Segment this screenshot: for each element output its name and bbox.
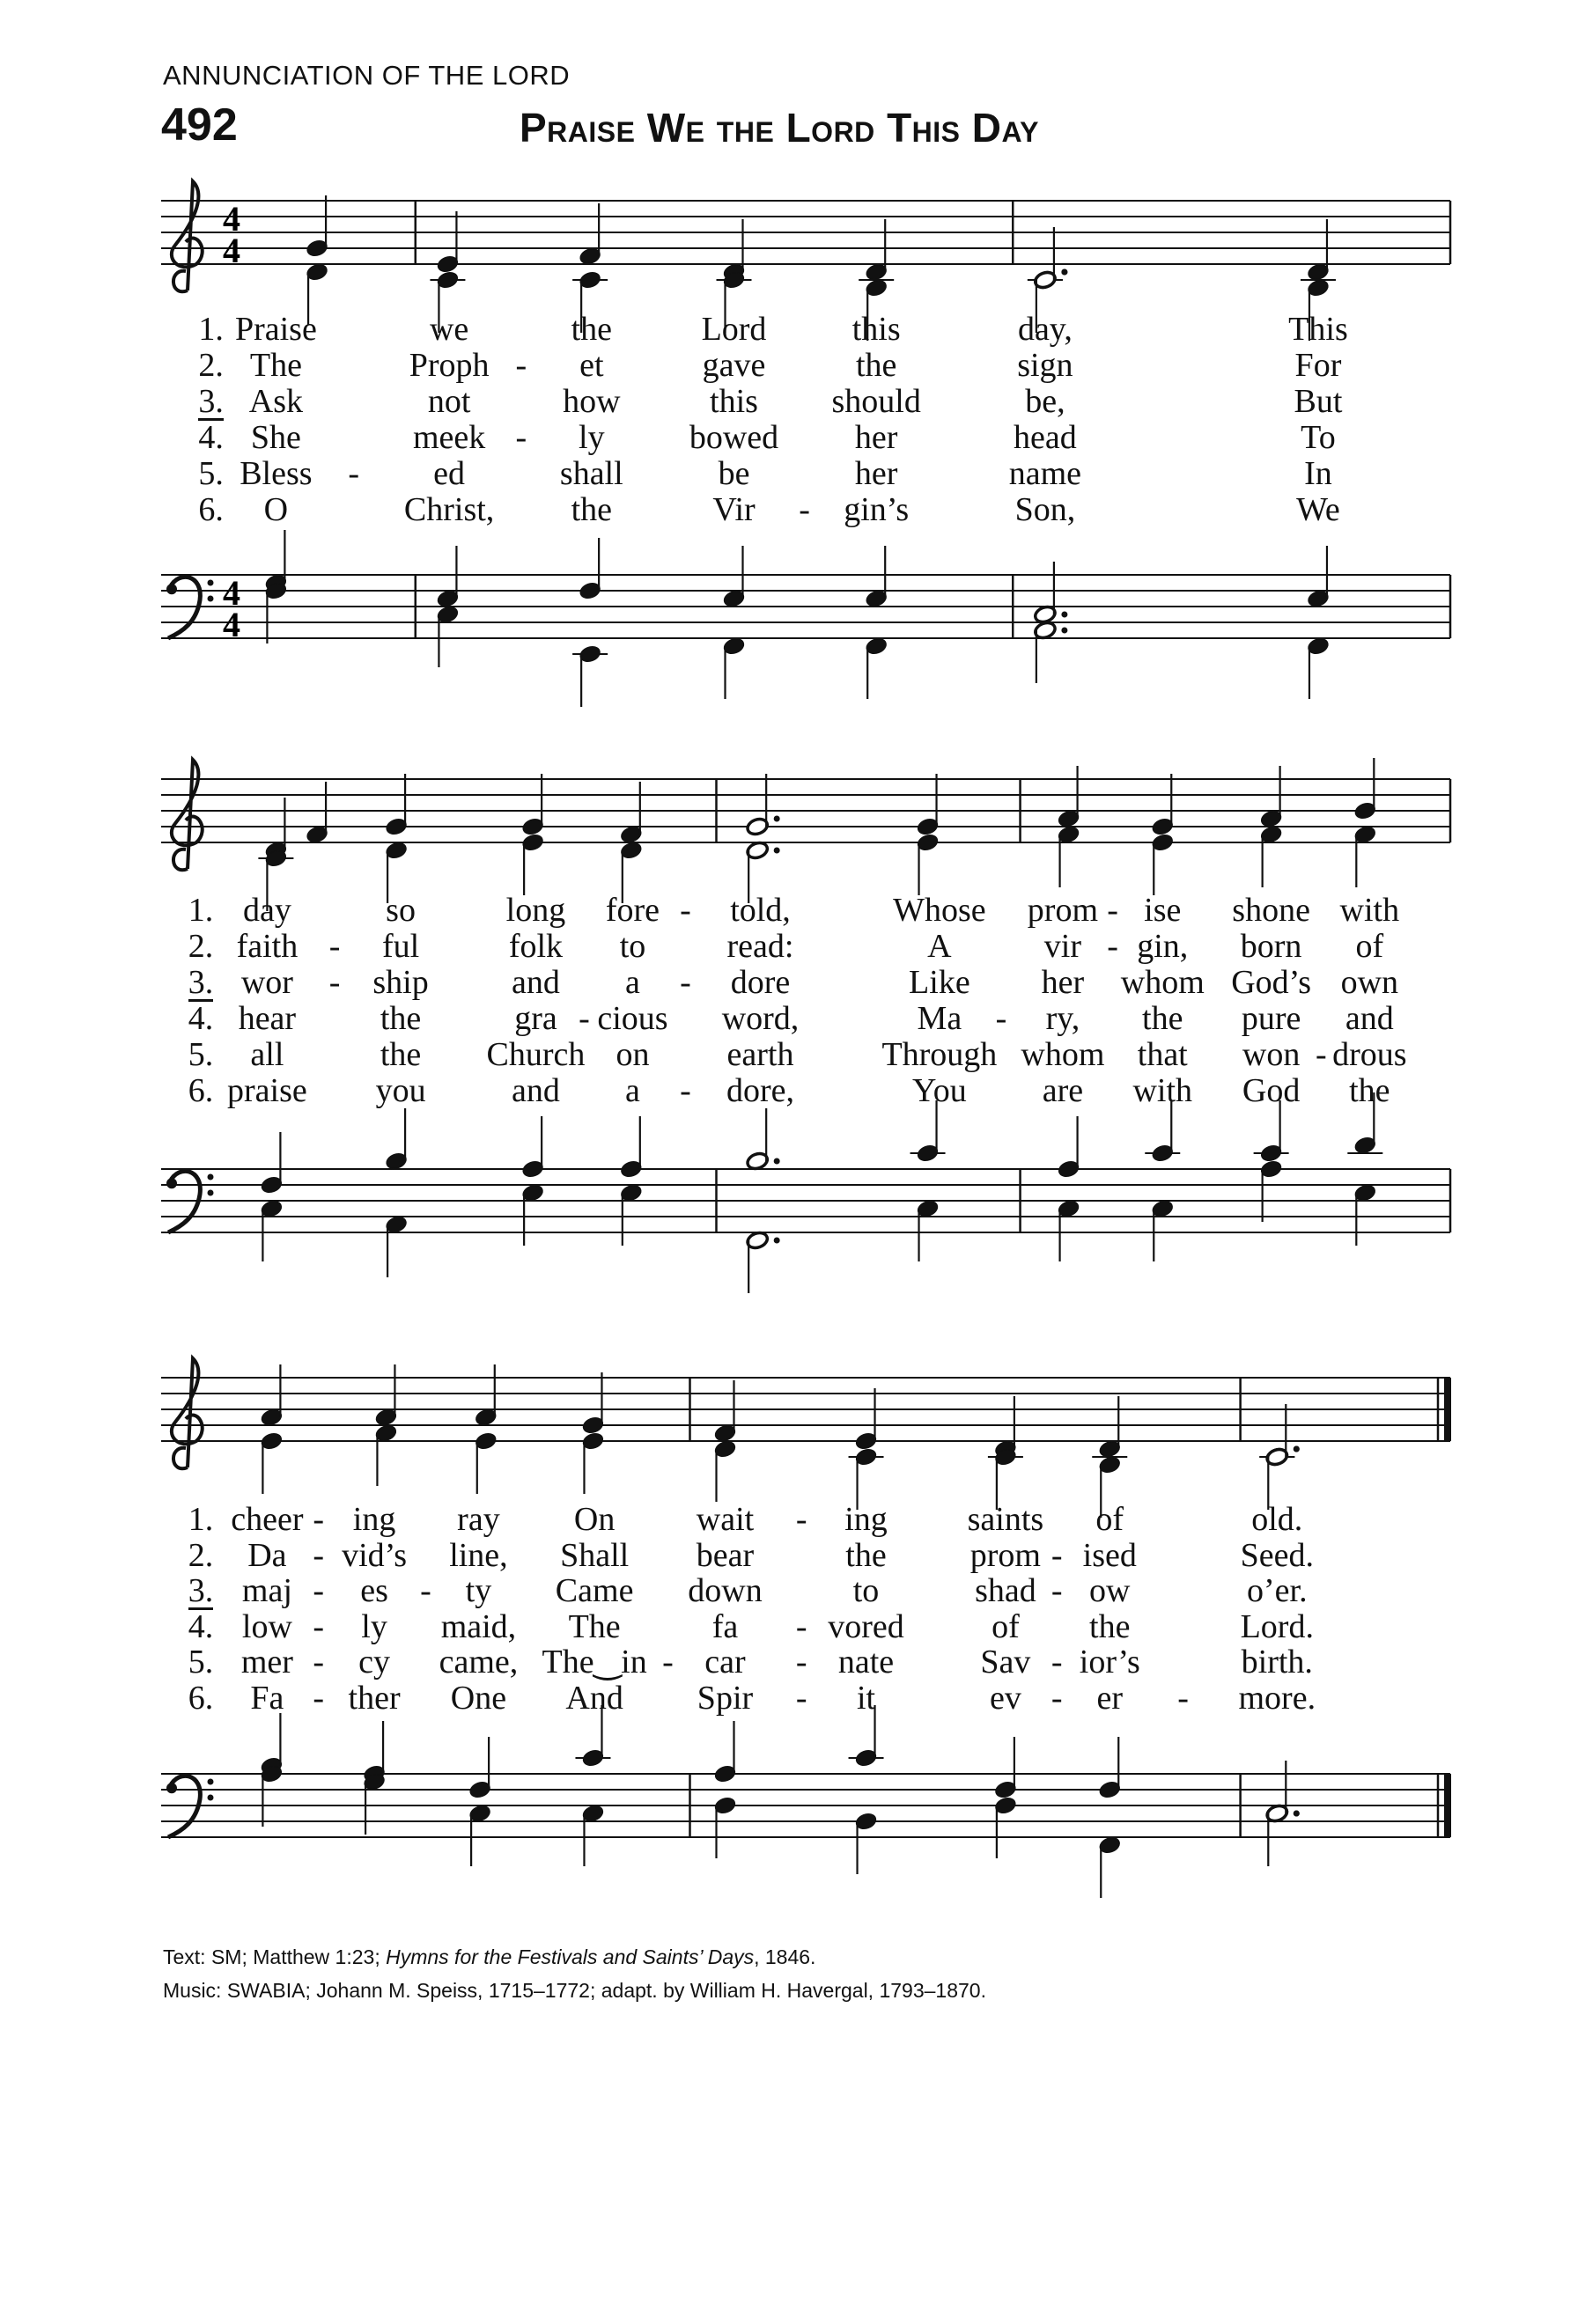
lyric-syllable: Sav [980, 1644, 1031, 1680]
lyric-syllable: are [1042, 1072, 1084, 1109]
lyric-syllable: ther [348, 1679, 401, 1717]
lyric-syllable: and [512, 964, 560, 1001]
time-signature-digit: 4 [223, 573, 240, 613]
syllable-hyphen: - [515, 347, 527, 384]
lyric-syllable: with [1339, 892, 1400, 929]
lyric-syllable: folk [508, 928, 564, 965]
lyric-syllable: Vir [712, 491, 756, 528]
lyric-syllable: On [573, 1501, 616, 1538]
syllable-hyphen: - [680, 892, 691, 929]
lyric-syllable: drous [1332, 1036, 1407, 1073]
verse-number: 1. [188, 1501, 214, 1538]
lyric-syllable: the [1349, 1072, 1390, 1109]
syllable-hyphen: - [348, 455, 360, 492]
lyric-syllable: In [1304, 455, 1332, 492]
verse-number: 3. [198, 383, 224, 420]
syllable-hyphen: - [1107, 928, 1118, 965]
lyric-syllable: how [563, 383, 621, 420]
lyric-syllable: shad [975, 1572, 1036, 1609]
text-credit-source: Hymns for the Festivals and Saints’ Days [386, 1945, 755, 1968]
lyric-syllable: with [1132, 1072, 1193, 1109]
lyric-syllable: wait [696, 1501, 755, 1538]
verse-number: 4. [198, 419, 224, 456]
lyric-syllable: old. [1251, 1501, 1303, 1538]
syllable-hyphen: - [799, 491, 810, 528]
verse-number: 5. [188, 1036, 214, 1073]
syllable-hyphen: - [795, 1607, 807, 1645]
syllable-hyphen: - [515, 419, 527, 456]
lyric-syllable: whom [1120, 964, 1205, 1001]
lyric-syllable: mer [240, 1644, 293, 1680]
lyric-syllable: gin, [1137, 928, 1189, 965]
lyric-syllable: Ask [248, 383, 304, 420]
lyric-syllable: Shall [560, 1536, 630, 1574]
lyric-syllable: a [625, 1072, 640, 1109]
time-signature-digit: 4 [223, 605, 240, 644]
lyric-syllable: of [1355, 928, 1384, 965]
verse-number: 5. [188, 1644, 214, 1680]
lyric-syllable: vored [828, 1607, 904, 1645]
lyric-syllable: her [854, 419, 898, 456]
lyric-syllable: She [250, 419, 301, 456]
lyric-syllable: the [855, 347, 897, 384]
lyric-syllable: ly [361, 1607, 387, 1645]
lyric-syllable: saints [967, 1501, 1044, 1538]
verse-number: 2. [188, 928, 214, 965]
lyric-syllable: cious [597, 1000, 668, 1037]
lyric-syllable: earth [726, 1036, 794, 1073]
augmentation-dot [774, 816, 780, 822]
lyric-syllable: gin’s [844, 491, 910, 528]
lyric-syllable: that [1137, 1036, 1188, 1073]
lyric-syllable: But [1294, 383, 1343, 420]
lyric-syllable: Lord. [1240, 1607, 1314, 1645]
lyric-syllable: gave [702, 347, 766, 384]
syllable-hyphen: - [420, 1572, 431, 1609]
bass-clef-icon [208, 1795, 214, 1801]
lyric-syllable: her [1041, 964, 1085, 1001]
lyric-syllable: You [912, 1072, 967, 1109]
lyric-syllable: O [263, 491, 289, 528]
lyric-syllable: the [571, 491, 613, 528]
lyric-syllable: shall [559, 455, 623, 492]
lyric-syllable: line, [449, 1536, 508, 1574]
syllable-hyphen: - [795, 1644, 807, 1680]
augmentation-dot [1061, 269, 1067, 276]
bass-clef-icon [208, 596, 214, 602]
syllable-hyphen: - [1051, 1572, 1063, 1609]
augmentation-dot [1061, 612, 1067, 618]
lyric-syllable: should [831, 383, 921, 420]
lyric-syllable: day [242, 892, 291, 929]
syllable-hyphen: - [328, 964, 341, 1001]
verse-number: 1. [198, 311, 224, 348]
lyric-syllable: vid’s [342, 1536, 408, 1574]
syllable-hyphen: - [662, 1644, 674, 1680]
lyric-syllable: sign [1017, 347, 1073, 384]
lyric-syllable: maj [241, 1572, 292, 1609]
syllable-hyphen: - [795, 1501, 807, 1538]
lyric-syllable: it [856, 1679, 876, 1717]
lyric-syllable: prom [969, 1536, 1041, 1574]
lyric-syllable: be [718, 455, 750, 492]
music-credit: Music: SWABIA; Johann M. Speiss, 1715–1772; adapt. by William H. Havergal, 1793–1870. [163, 1979, 986, 2002]
lyric-syllable: the [380, 1036, 422, 1073]
lyric-syllable: her [854, 455, 898, 492]
lyric-syllable: ry, [1045, 1000, 1080, 1037]
lyric-syllable: vir [1043, 928, 1082, 965]
augmentation-dot [774, 1158, 780, 1165]
lyric-syllable: fa [711, 1607, 739, 1645]
lyric-syllable: not [427, 383, 471, 420]
lyric-syllable: The‿in [542, 1644, 647, 1680]
lyric-syllable: the [380, 1000, 422, 1037]
lyric-syllable: Through [881, 1036, 998, 1073]
syllable-hyphen: - [313, 1536, 325, 1574]
bass-clef-icon [208, 1779, 214, 1785]
augmentation-dot [1061, 628, 1067, 634]
lyric-syllable: on [616, 1036, 650, 1073]
syllable-hyphen: - [1051, 1536, 1063, 1574]
lyric-syllable: ty [465, 1572, 492, 1609]
syllable-hyphen: - [1051, 1679, 1063, 1717]
lyric-syllable: read: [726, 928, 794, 965]
lyric-syllable: long [505, 892, 566, 929]
lyric-syllable: Christ, [403, 491, 495, 528]
lyric-syllable: nate [837, 1644, 895, 1680]
lyric-syllable: of [992, 1607, 1020, 1645]
bass-clef-icon [208, 1190, 214, 1196]
verse-number: 2. [188, 1536, 214, 1574]
lyric-syllable: ev [989, 1679, 1021, 1717]
syllable-hyphen: - [579, 1000, 590, 1037]
lyric-syllable: The [568, 1607, 621, 1645]
lyric-syllable: ful [381, 928, 420, 965]
verse-number: 3. [188, 964, 214, 1001]
lyric-syllable: Son, [1014, 491, 1076, 528]
lyric-syllable: born [1240, 928, 1302, 965]
lyric-syllable: God’s [1231, 964, 1312, 1001]
section-heading: ANNUNCIATION OF THE LORD [163, 60, 571, 91]
treble-clef-icon [172, 1358, 203, 1468]
syllable-hyphen: - [1315, 1036, 1327, 1073]
lyric-syllable: low [241, 1607, 292, 1645]
lyric-syllable: Came [555, 1572, 634, 1609]
verse-number: 6. [198, 491, 224, 528]
lyric-syllable: Seed. [1240, 1536, 1314, 1574]
lyric-syllable: cheer [231, 1501, 304, 1538]
verse-number: 5. [198, 455, 224, 492]
lyric-syllable: name [1008, 455, 1082, 492]
lyric-syllable: o’er. [1246, 1572, 1308, 1609]
lyric-syllable: own [1340, 964, 1399, 1001]
syllable-hyphen: - [680, 964, 691, 1001]
lyric-syllable: a [625, 964, 640, 1001]
bass-clef-icon [208, 1174, 214, 1180]
verse-number: 6. [188, 1072, 214, 1109]
lyric-syllable: er [1096, 1679, 1124, 1717]
syllable-hyphen: - [313, 1644, 325, 1680]
augmentation-dot [1294, 1811, 1300, 1817]
lyric-syllable: ised [1082, 1536, 1137, 1574]
lyric-syllable: cy [358, 1644, 391, 1680]
lyric-syllable: bear [696, 1536, 755, 1574]
lyric-syllable: Proph [409, 347, 490, 384]
syllable-hyphen: - [1051, 1644, 1063, 1680]
lyric-syllable: we [429, 311, 469, 348]
lyric-syllable: head [1014, 419, 1077, 456]
augmentation-dot [1294, 1446, 1300, 1452]
syllable-hyphen: - [313, 1679, 325, 1717]
final-barline [1444, 1378, 1451, 1441]
lyric-syllable: and [1345, 1000, 1394, 1037]
lyric-syllable: dore [730, 964, 791, 1001]
lyric-syllable: Spir [697, 1679, 754, 1717]
lyric-syllable: es [360, 1572, 388, 1609]
lyric-syllable: faith [236, 928, 299, 965]
lyric-syllable: pure [1241, 1000, 1301, 1037]
lyric-syllable: dore, [726, 1072, 795, 1109]
lyric-syllable: ior’s [1079, 1644, 1140, 1680]
lyric-syllable: more. [1238, 1679, 1316, 1717]
verse-number: 6. [188, 1679, 214, 1717]
lyric-syllable: be, [1025, 383, 1065, 420]
hymn-number: 492 [161, 99, 238, 151]
syllable-hyphen: - [680, 1072, 691, 1109]
time-signature-digit: 4 [223, 199, 240, 239]
lyric-syllable: praise [227, 1072, 307, 1109]
syllable-hyphen: - [313, 1501, 325, 1538]
lyric-syllable: et [579, 347, 604, 384]
bass-clef-icon [166, 1178, 177, 1188]
lyric-syllable: ed [433, 455, 466, 492]
lyric-syllable: The [249, 347, 302, 384]
lyric-syllable: ing [844, 1501, 888, 1538]
lyric-syllable: One [450, 1679, 507, 1717]
bass-clef-icon [166, 1783, 177, 1793]
lyric-syllable: Ma [917, 1000, 962, 1037]
lyric-syllable: ing [352, 1501, 396, 1538]
lyric-syllable: ise [1144, 892, 1182, 929]
lyric-syllable: word, [721, 1000, 800, 1037]
bass-clef-icon [208, 580, 214, 586]
lyric-syllable: meek [412, 419, 486, 456]
syllable-hyphen: - [313, 1607, 325, 1645]
lyric-syllable: Like [909, 964, 970, 1001]
syllable-hyphen: - [328, 928, 341, 965]
lyric-syllable: to [619, 928, 646, 965]
augmentation-dot [774, 1238, 780, 1244]
lyric-syllable: the [845, 1536, 887, 1574]
syllable-hyphen: - [313, 1572, 325, 1609]
time-signature-digit: 4 [223, 231, 240, 270]
lyric-syllable: birth. [1241, 1644, 1313, 1680]
lyric-syllable: day, [1017, 311, 1073, 348]
lyric-syllable: down [688, 1572, 763, 1609]
lyric-syllable: We [1296, 491, 1340, 528]
lyric-syllable: maid, [440, 1607, 517, 1645]
lyric-syllable: Fa [250, 1679, 284, 1717]
lyric-syllable: Church [486, 1036, 586, 1073]
lyric-syllable: This [1288, 311, 1348, 348]
lyric-syllable: For [1294, 347, 1342, 384]
lyric-syllable: A [927, 928, 952, 965]
verse-number: 4. [188, 1000, 214, 1037]
lyric-syllable: wor [240, 964, 293, 1001]
syllable-hyphen: - [995, 1000, 1007, 1037]
lyric-syllable: Da [247, 1536, 287, 1574]
lyric-syllable: car [704, 1644, 746, 1680]
lyric-syllable: the [1142, 1000, 1183, 1037]
syllable-hyphen: - [1107, 892, 1118, 929]
treble-clef-icon [172, 181, 203, 291]
final-barline [1444, 1774, 1451, 1837]
lyric-syllable: won [1242, 1036, 1301, 1073]
lyric-syllable: and [512, 1072, 560, 1109]
lyric-syllable: came, [439, 1644, 519, 1680]
lyric-syllable: this [851, 311, 901, 348]
lyric-syllable: told, [730, 892, 791, 929]
lyric-syllable: of [1095, 1501, 1124, 1538]
treble-clef-icon [172, 760, 203, 870]
lyric-syllable: hear [238, 1000, 297, 1037]
lyric-syllable: to [852, 1572, 880, 1609]
lyric-syllable: whom [1021, 1036, 1105, 1073]
bass-clef-icon [166, 584, 177, 594]
lyric-syllable: gra [514, 1000, 557, 1037]
lyric-syllable: you [375, 1072, 426, 1109]
text-credit-year: , 1846. [754, 1945, 816, 1968]
lyric-syllable: To [1301, 419, 1336, 456]
augmentation-dot [774, 848, 780, 854]
lyric-syllable: the [571, 311, 613, 348]
lyric-syllable: Bless [240, 455, 313, 492]
verse-number: 2. [198, 347, 224, 384]
lyric-syllable: bowed [689, 419, 779, 456]
lyric-syllable: ray [457, 1501, 500, 1538]
verse-number: 3. [188, 1572, 214, 1609]
text-credit [163, 1945, 815, 1969]
lyric-syllable: God [1242, 1072, 1301, 1109]
lyric-syllable: the [1089, 1607, 1131, 1645]
lyric-syllable: shone [1232, 892, 1310, 929]
syllable-hyphen: - [1177, 1679, 1189, 1717]
lyric-syllable: Whose [893, 892, 986, 929]
lyric-syllable: Praise [234, 311, 317, 348]
lyric-syllable: fore [605, 892, 660, 929]
lyric-syllable: this [710, 383, 758, 420]
verse-number: 1. [188, 892, 214, 929]
verse-number: 4. [188, 1607, 214, 1645]
lyric-syllable: Lord [701, 311, 767, 348]
lyric-syllable: And [565, 1679, 623, 1717]
lyric-syllable: prom [1027, 892, 1099, 929]
lyric-syllable: so [386, 892, 416, 929]
hymn-title: Praise We the Lord This Day [520, 105, 1040, 151]
lyric-syllable: ship [372, 964, 429, 1001]
text-credit-label: Text: SM; Matthew 1:23; [163, 1945, 387, 1968]
lyric-syllable: ly [579, 419, 605, 456]
lyric-syllable: all [250, 1036, 284, 1073]
lyric-syllable: ow [1089, 1572, 1131, 1609]
syllable-hyphen: - [795, 1679, 807, 1717]
